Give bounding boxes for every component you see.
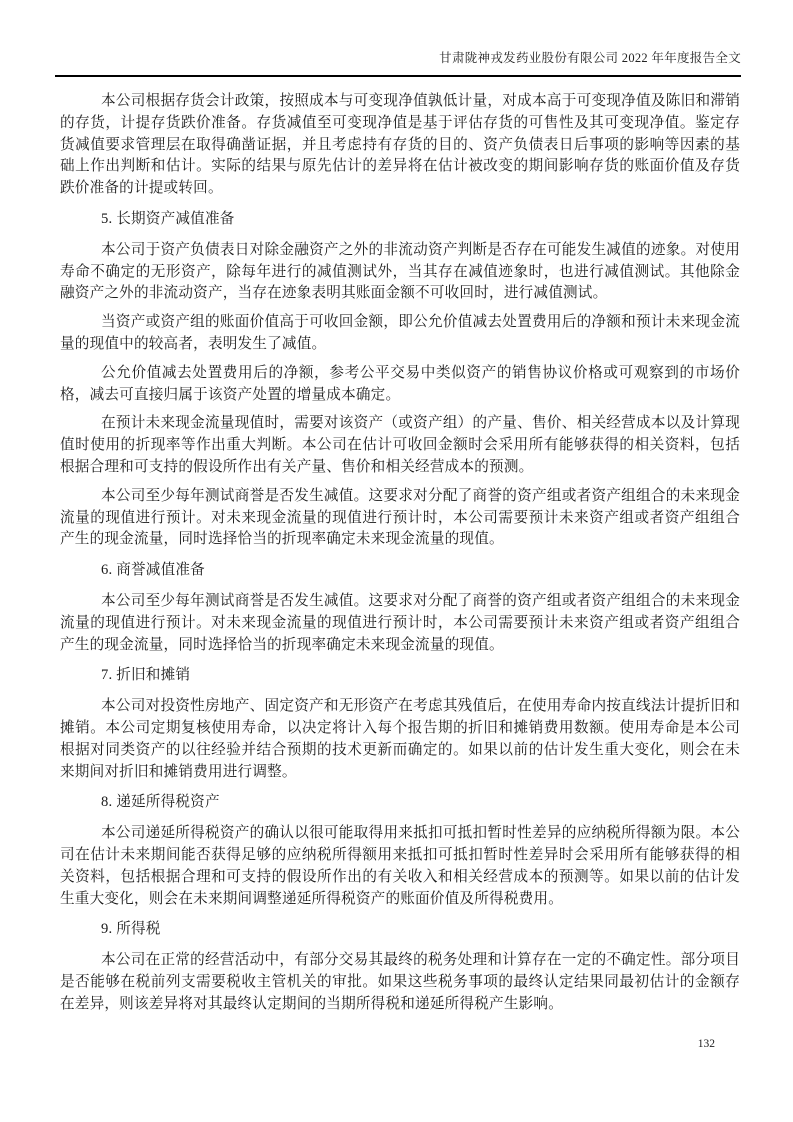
paragraph-goodwill-annual-test: 本公司至少每年测试商誉是否发生减值。这要求对分配了商誉的资产组或者资产组组合的未来现金流量的现值进行预计。对未来现金流量的现值进行预计时，本公司需要预计未来资产组或者资产组组合产生的现金流量，同时选择恰当的折现率确定未来现金流量的现值。 xyxy=(60,487,740,548)
paragraph-depreciation-amortization: 本公司对投资性房地产、固定资产和无形资产在考虑其残值后，在使用寿命内按直线法计提折旧和摊销。本公司定期复核使用寿命，以决定将计入每个报告期的折旧和摊销费用数额。使用寿命是本公司根据对同类资产的以往经验并结合预期的技术更新而确定的。如果以前的估计发生重大变化，则会在未来期间对折旧和摊销费用进行调整。 xyxy=(60,698,740,780)
section-heading-6-goodwill-impairment: 6. 商誉减值准备 xyxy=(101,562,205,579)
paragraph-deferred-tax-assets: 本公司递延所得税资产的确认以很可能取得用来抵扣可抵扣暂时性差异的应纳税所得额为限。本公司在估计未来期间能否获得足够的应纳税所得额用来抵扣可抵扣暂时性差异时会采用所有能够获得的相关资料，包括根据合理和可支持的假设所作出的有关收入和相关经营成本的预测等。如果以前的估计发生重大变化，则会在未来期间调整递延所得税资产的账面价值及所得税费用。 xyxy=(60,825,740,907)
paragraph-income-tax-uncertainty: 本公司在正常的经营活动中，有部分交易其最终的税务处理和计算存在一定的不确定性。部分项目是否能够在税前列支需要税收主管机关的审批。如果这些税务事项的最终认定结果同最初估计的金额存在差异，则该差异将对其最终认定期间的当期所得税和递延所得税产生影响。 xyxy=(60,952,740,1012)
paragraph-recoverable-amount: 当资产或资产组的账面价值高于可收回金额，即公允价值减去处置费用后的净额和预计未来现金流量的现值中的较高者，表明发生了减值。 xyxy=(60,314,740,352)
page-header xyxy=(55,0,741,77)
section-heading-8-deferred-tax-assets: 8. 递延所得税资产 xyxy=(101,794,220,811)
page-header-title: 甘肃陇神戎发药业股份有限公司 2022 年年度报告全文 xyxy=(439,51,741,65)
paragraph-cash-flow-present-value-judgement: 在预计未来现金流量现值时，需要对该资产（或资产组）的产量、售价、相关经营成本以及计算现值时使用的折现率等作出重大判断。本公司在估计可收回金额时会采用所有能够获得的相关资料，包括根据合理和可支持的假设所作出有关产量、售价和相关经营成本的预测。 xyxy=(60,415,740,475)
paragraph-inventory-provision: 本公司根据存货会计政策，按照成本与可变现净值孰低计量，对成本高于可变现净值及陈旧和滞销的存货，计提存货跌价准备。存货减值至可变现净值是基于评估存货的可售性及其可变现净值。鉴定存货减值要求管理层在取得确凿证据，并且考虑持有存货的目的、资产负债表日后事项的影响等因素的基础上作出判断和估计。实际的结果与原先估计的差异将在估计被改变的期间影响存货的账面价值及存货跌价准备的计提或转回。 xyxy=(60,93,740,197)
paragraph-impairment-indicators: 本公司于资产负债表日对除金融资产之外的非流动资产判断是否存在可能发生减值的迹象。对使用寿命不确定的无形资产，除每年进行的减值测试外，当其存在减值迹象时，也进行减值测试。其他除金融资产之外的非流动资产，当存在迹象表明其账面金额不可收回时，进行减值测试。 xyxy=(60,241,740,302)
section-heading-7-depreciation-amortization: 7. 折旧和摊销 xyxy=(101,667,191,684)
section-heading-9-income-tax: 9. 所得税 xyxy=(101,921,161,938)
document-body xyxy=(60,77,740,1015)
page-number: 132 xyxy=(697,1038,715,1050)
paragraph-fair-value-less-disposal-costs: 公允价值减去处置费用后的净额，参考公平交易中类似资产的销售协议价格或可观察到的市场价格，减去可直接归属于该资产处置的增量成本确定。 xyxy=(60,364,740,403)
section-heading-5-long-term-asset-impairment: 5. 长期资产减值准备 xyxy=(101,210,235,227)
paragraph-goodwill-annual-test-repeat: 本公司至少每年测试商誉是否发生减值。这要求对分配了商誉的资产组或者资产组组合的未来现金流量的现值进行预计。对未来现金流量的现值进行预计时，本公司需要预计未来资产组或者资产组组合产生的现金流量，同时选择恰当的折现率确定未来现金流量的现值。 xyxy=(60,592,740,653)
